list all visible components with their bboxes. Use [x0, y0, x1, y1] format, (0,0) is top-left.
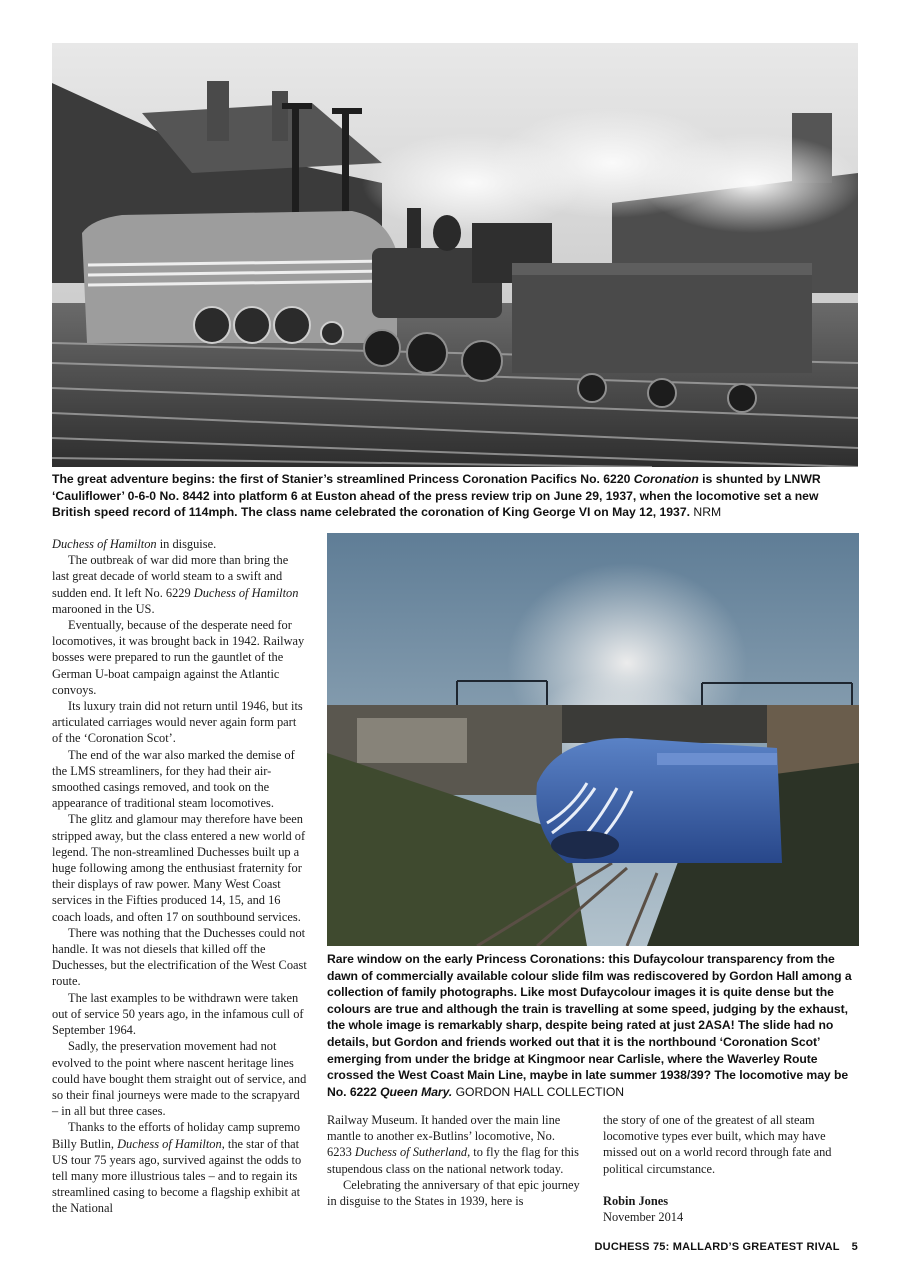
caption-colour-italic: Queen Mary. — [380, 1084, 453, 1099]
paragraph: Eventually, because of the desperate need for locomotives, it was brought back in 1942. Railway bosses were prepared to run the gauntlet of the German U-boat campaign against the Atlantic convoys. — [52, 618, 305, 697]
paragraph: The end of the war also marked the demise of the LMS streamliners, for they had their air-smoothed casings removed, and took on the appearance of traditional steam locomotives. — [52, 747, 295, 811]
caption-top-credit: NRM — [693, 505, 722, 520]
caption-top-italic: Coronation — [633, 472, 699, 486]
caption-top-text: The great adventure begins: the first of Stanier’s streamlined Princess Coronation Pacifics No. 6220 — [52, 472, 634, 486]
italic-title: Duchess of Hamilton — [52, 537, 157, 551]
article-date: November 2014 — [603, 1210, 684, 1225]
caption-top-text-end: is shunted by LNWR ‘Cauliflower’ 0-6-0 No. 8442 into platform 6 at Euston ahead of the press review trip on June 29, 1937, when the locomotive set a new British speed record of 114mph. The class name celebrated the coronation of King George VI on May 12, 1937. — [52, 472, 821, 520]
paragraph — [327, 1112, 580, 1177]
running-title: DUCHESS 75: MALLARD’S GREATEST RIVAL — [594, 1241, 840, 1253]
page-footer — [595, 1241, 858, 1253]
photo-coronation-euston — [52, 43, 858, 467]
paragraph: The glitz and glamour may therefore have been stripped away, but the class entered a new world of legend. The non-streamlined Duchesses built up a huge following among the enthusiast fraternity for their displays of raw power. Many West Coast services in the Fifties produced 14, 15, and 16 coach loads, and often 17 on southbound services. — [52, 812, 306, 924]
article-column-1 — [52, 536, 308, 1217]
paragraph: Celebrating the anniversary of that epic journey in disguise to the States in 1939, here is — [327, 1177, 580, 1209]
paragraph: the story of one of the greatest of all steam locomotive types ever built, which may have missed out on a world record through fate and political circumstance. — [603, 1113, 832, 1176]
paragraph: The last examples to be withdrawn were taken out of service 50 years ago, in the infamous cull of September 1964. — [52, 990, 304, 1038]
text: The outbreak of war did more than bring the last great decade of world steam to a swift and sudden end. It left No. 6229 — [52, 553, 289, 600]
text: Railway Museum. It handed over the main line mantle to another ex-Butlins’ locomotive, No. 6233 — [327, 1113, 561, 1160]
paragraph: There was nothing that the Duchesses could not handle. It was not diesels that killed off the Duchesses, but the electrification of the West Coast route. — [52, 925, 307, 989]
article-column-2 — [327, 1112, 580, 1209]
paragraph — [52, 536, 308, 552]
caption-colour-credit: GORDON HALL COLLECTION — [455, 1084, 625, 1099]
caption-colour-text: Rare window on the early Princess Coronations: this Dufaycolour transparency from the dawn of commercially available colour slide film was rediscovered by Gordon Hall among a collection of family photographs. Like most Dufaycolour images it is quite dense but the colours are true and although the train is travelling at some speed, judging by the exhaust, the whole image is remarkably sharp, despite being rated at just 2ASA! The slide had no details, but Gordon and friends worked out that it is the northbound ‘Coronation Scot’ emerging from under the bridge at Kingmoor near Carlisle, where the Waverley Route crossed the West Coast Main Line, maybe in late summer 1938/39? The locomotive may be No. 6222 — [327, 952, 852, 1099]
text: , to fly the flag for this stupendous class on the national network today. — [327, 1145, 579, 1176]
italic-title: Duchess of Hamilton — [117, 1136, 222, 1151]
photo-top-illustration — [52, 43, 858, 467]
text: , the star of that US tour 75 years ago, survived against the odds to tell many more illustrious tales – and to regain its streamlined casing to become a flagship exhibit at the National — [52, 1136, 302, 1216]
italic-title: Duchess of Sutherland — [354, 1145, 468, 1160]
text: marooned in the US. — [52, 601, 155, 616]
photo-colour-illustration — [327, 533, 859, 946]
caption-colour-photo — [327, 951, 859, 1100]
paragraph — [52, 1119, 308, 1216]
text: Thanks to the efforts of holiday camp supremo Billy Butlin, — [52, 1120, 301, 1151]
text: in disguise. — [156, 537, 217, 551]
author-name: Robin Jones — [603, 1193, 669, 1208]
paragraph: Its luxury train did not return until 1946, but its articulated carriages would never again form part of the ‘Coronation Scot’. — [52, 699, 303, 746]
photo-coronation-scot-colour — [327, 533, 859, 946]
paragraph — [52, 552, 308, 617]
paragraph: Sadly, the preservation movement had not evolved to the point where nascent heritage lines could have bought them straight out of service, and so their final journeys were made to the scrapyard – in all but three cases. — [52, 1039, 307, 1119]
italic-title: Duchess of Hamilton — [193, 585, 299, 600]
page-number: 5 — [851, 1241, 858, 1253]
caption-top-photo — [52, 471, 858, 521]
article-column-3 — [603, 1112, 859, 1225]
